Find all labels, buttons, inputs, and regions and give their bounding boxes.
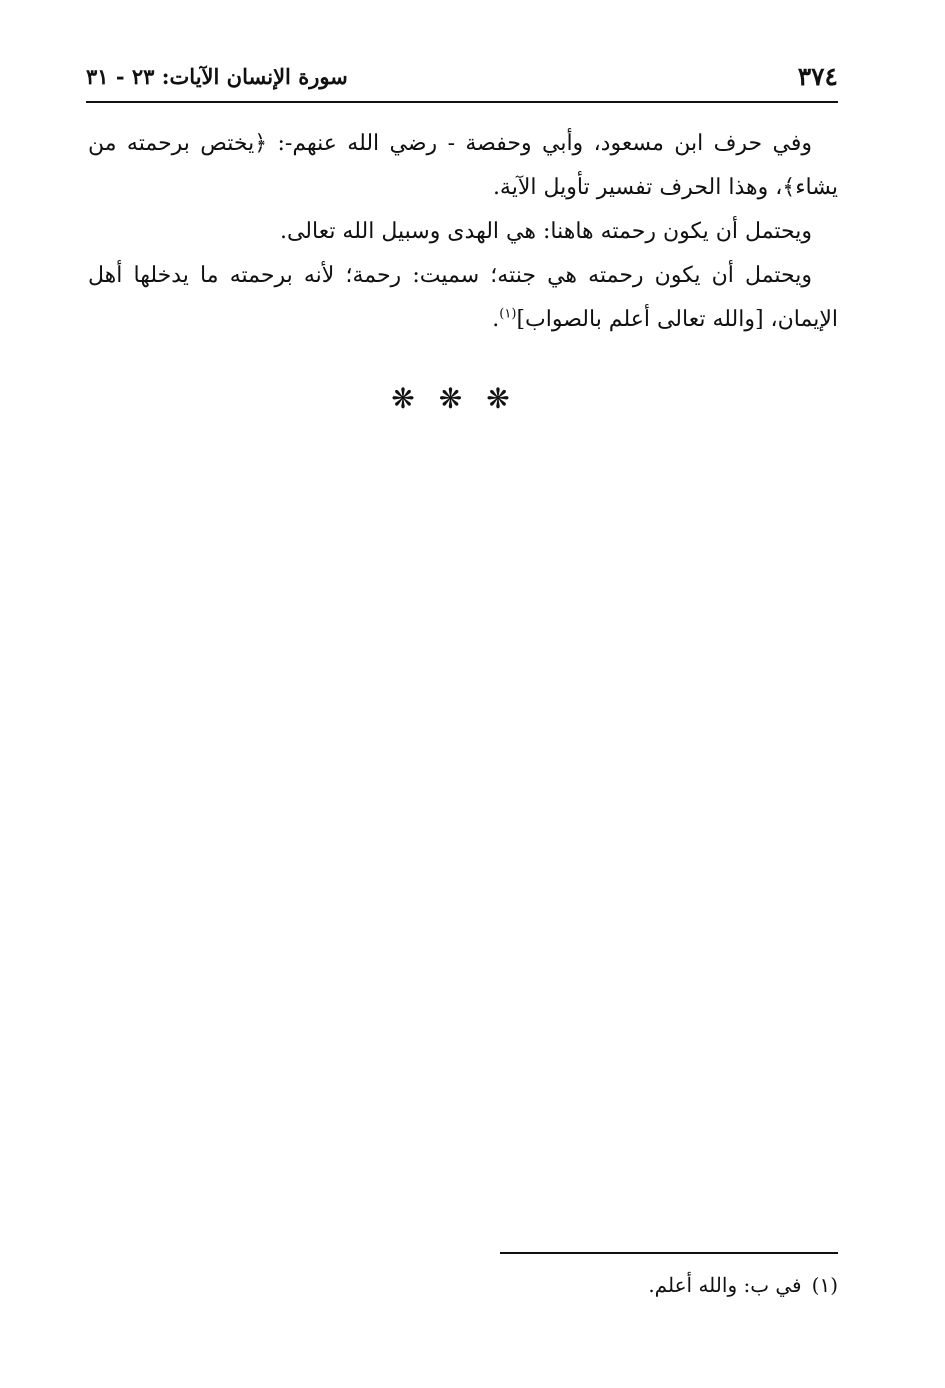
footnote-text: في ب: والله أعلم. bbox=[648, 1273, 802, 1297]
paragraph bbox=[88, 210, 838, 254]
ornament-star-icon: ❋ bbox=[486, 382, 534, 415]
section-break bbox=[0, 382, 925, 415]
paragraph-text: وفي حرف ابن مسعود، وأبي وحفصة - رضي الله عنهم-: ﴿يختص برحمته من يشاء﴾، وهذا الحرف تفسير تأويل الآية. bbox=[88, 131, 838, 200]
header-divider bbox=[86, 101, 838, 103]
footnote bbox=[400, 1268, 838, 1302]
paragraph-ending: . bbox=[492, 307, 500, 332]
paragraph bbox=[88, 122, 838, 210]
footnote-divider bbox=[500, 1252, 838, 1254]
paragraph-text: ويحتمل أن يكون رحمته هاهنا: هي الهدى وسبيل الله تعالى. bbox=[279, 219, 812, 244]
paragraph bbox=[88, 254, 838, 342]
ornament-star-icon: ❋ bbox=[438, 382, 487, 415]
running-head bbox=[86, 58, 838, 98]
ornament-star-icon: ❋ bbox=[391, 382, 439, 415]
paragraph-text: ويحتمل أن يكون رحمته هي جنته؛ سميت: رحمة؛ لأنه برحمته ما يدخلها أهل الإيمان، [والله تعالى أعلم بالصواب] bbox=[88, 263, 838, 332]
page-number: ٣٧٤ bbox=[797, 62, 838, 91]
footnote-marker: (١) bbox=[811, 1273, 838, 1297]
running-title: سورة الإنسان الآيات: ٢٣ - ٣١ bbox=[86, 64, 348, 89]
main-text bbox=[88, 122, 838, 342]
footnote-reference: (١) bbox=[499, 306, 517, 322]
